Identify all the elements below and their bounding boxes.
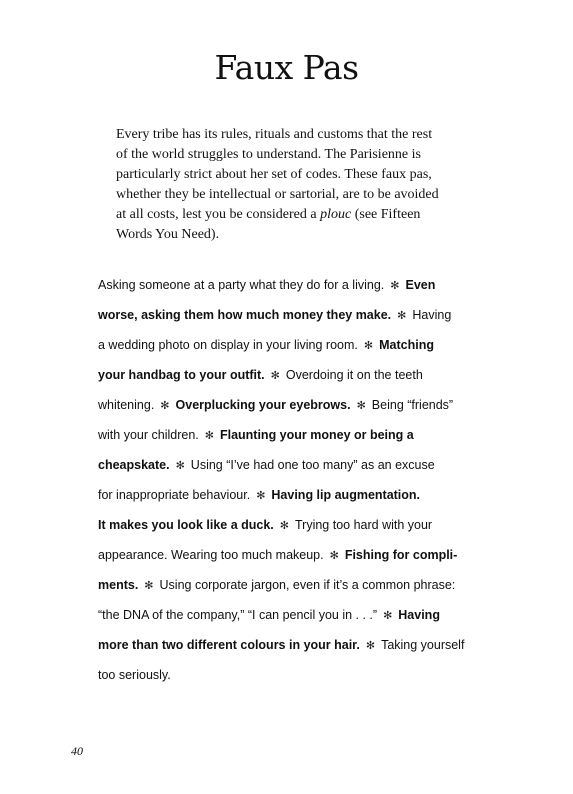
faux-pas-item: for inappropriate behaviour. (98, 488, 251, 502)
faux-pas-item: too seriously. (98, 668, 171, 682)
asterisk-icon: ✻ (363, 340, 374, 352)
body-line (98, 572, 488, 602)
intro-line: Words You Need). (116, 227, 220, 242)
body-line (98, 452, 488, 482)
faux-pas-item-bold: cheapskate. (98, 458, 170, 472)
asterisk-icon: ✻ (279, 520, 289, 532)
faux-pas-item-bold: Flaunting your money or being a (219, 428, 414, 442)
faux-pas-item-bold: Matching (379, 338, 434, 352)
faux-pas-item-bold: Overplucking your eyebrows. (175, 398, 351, 412)
faux-pas-item-bold: Even (405, 278, 436, 292)
intro-line: Every tribe has its rules, rituals and customs that the rest (116, 127, 433, 142)
body-line (98, 482, 488, 512)
intro-line: of the world struggles to understand. The Parisienne is (116, 147, 421, 162)
intro-line: whether they be intellectual or sartorial, are to be avoided (116, 187, 439, 202)
faux-pas-item-bold: your handbag to your outfit. (98, 368, 265, 382)
faux-pas-item-bold: It makes you look like a duck. (98, 518, 274, 532)
faux-pas-item: Being “friends” (371, 398, 454, 412)
intro-italic-term: plouc (320, 207, 352, 222)
body-line (98, 302, 488, 332)
faux-pas-item: whitening. (98, 398, 155, 412)
asterisk-icon: ✻ (383, 610, 393, 622)
asterisk-icon: ✻ (365, 640, 376, 652)
body-line (98, 512, 488, 542)
page-title: Faux Pas (214, 48, 359, 87)
faux-pas-item: Overdoing it on the teeth (285, 368, 423, 382)
intro-paragraph (116, 125, 476, 245)
asterisk-icon: ✻ (256, 490, 266, 502)
faux-pas-item: Having (412, 308, 452, 322)
faux-pas-item: Using corporate jargon, even if it’s a common phrase: (159, 578, 456, 592)
asterisk-icon: ✻ (390, 280, 400, 292)
asterisk-icon: ✻ (204, 430, 214, 442)
faux-pas-item: with your children. (98, 428, 199, 442)
body-line (98, 332, 488, 362)
faux-pas-item-bold: more than two different colours in your hair. (98, 638, 360, 652)
faux-pas-item-bold: Having lip augmentation. (271, 488, 421, 502)
intro-text: (see Fifteen (351, 207, 421, 222)
asterisk-icon: ✻ (175, 460, 185, 472)
page-number: 40 (71, 744, 83, 758)
faux-pas-item-bold: Having (398, 608, 440, 622)
asterisk-icon: ✻ (270, 370, 280, 382)
faux-pas-item: Asking someone at a party what they do for a living. (98, 278, 385, 292)
body-line (98, 392, 488, 422)
body-line (98, 272, 488, 302)
body-line (98, 362, 488, 392)
faux-pas-item: a wedding photo on display in your living room. (98, 338, 358, 352)
asterisk-icon: ✻ (356, 400, 366, 412)
faux-pas-item-bold: ments. (98, 578, 139, 592)
faux-pas-item: Using “I’ve had one too many” as an excuse (190, 458, 435, 472)
intro-line (116, 205, 476, 225)
faux-pas-list (98, 272, 488, 692)
asterisk-icon: ✻ (329, 550, 339, 562)
body-line (98, 422, 488, 452)
body-line (98, 542, 488, 572)
faux-pas-item: appearance. Wearing too much makeup. (98, 548, 324, 562)
asterisk-icon: ✻ (397, 310, 407, 322)
asterisk-icon: ✻ (160, 400, 170, 412)
intro-text: at all costs, lest you be considered a (116, 207, 321, 222)
faux-pas-item-bold: worse, asking them how much money they make. (98, 308, 392, 322)
body-line (98, 632, 488, 662)
asterisk-icon: ✻ (144, 580, 154, 592)
faux-pas-item-bold: Fishing for compli- (344, 548, 458, 562)
body-line (98, 602, 488, 632)
faux-pas-item: Taking yourself (381, 638, 465, 652)
intro-line: particularly strict about her set of codes. These faux pas, (116, 167, 432, 182)
body-line (98, 662, 488, 692)
faux-pas-item: “the DNA of the company,” “I can pencil you in . . .” (98, 608, 378, 622)
faux-pas-item: Trying too hard with your (294, 518, 433, 532)
